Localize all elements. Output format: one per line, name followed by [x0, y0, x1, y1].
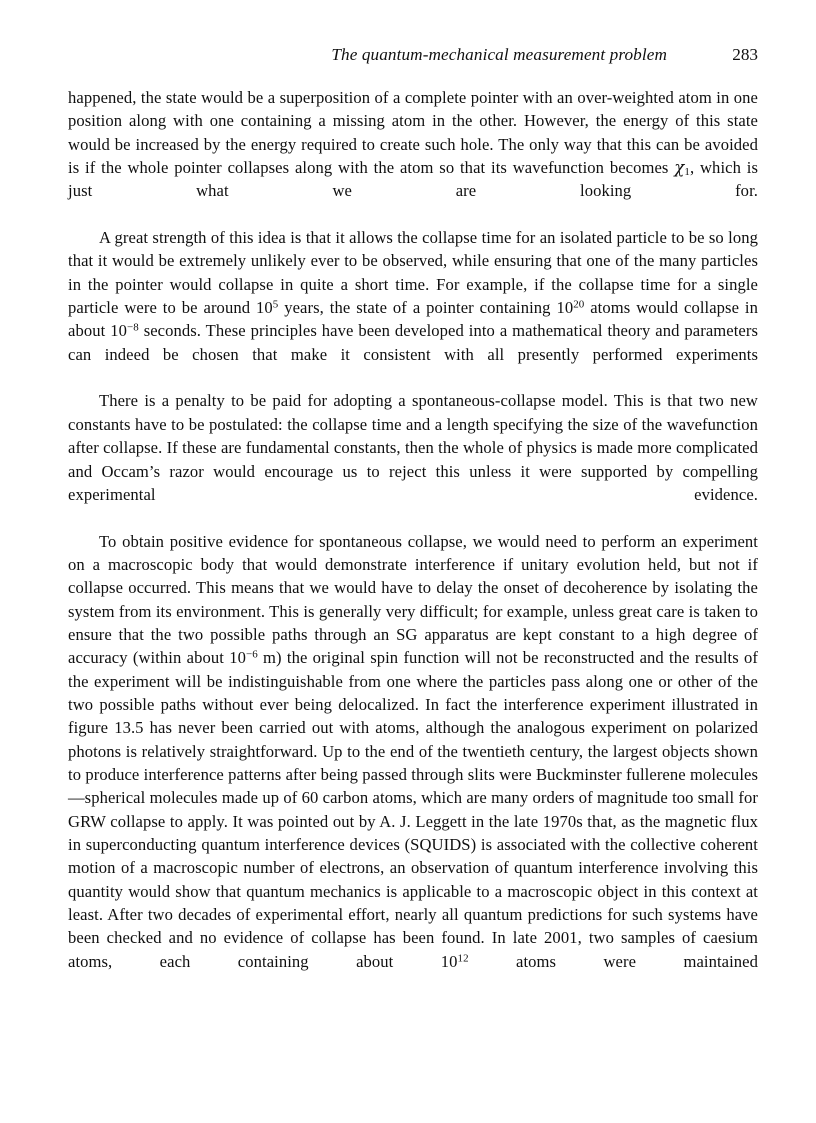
power-expression: $10^{12}$ — [440, 951, 469, 971]
paragraph-2: A great strength of this idea is that it allows the collapse time for an isolated particle to be so long that it would be extremely unlikely ever to be observed, while ensuring that one of the many particles in the pointer would collapse in quite a short time. For example, if the collapse time for a single particle were to be around $10^5$ years, the state of a pointer containing $10^{20}$ atoms would collapse in about $10^{-8}$ seconds. These principles have been developed into a mathematical theory and parameters can indeed be chosen that make it consistent with all presently performed experiments — [68, 228, 759, 364]
power-expression: $10^{20}$ — [556, 298, 585, 318]
paragraph-4: To obtain positive evidence for spontaneous collapse, we would need to perform an experiment on a macroscopic body that would demonstrate interference if unitary evolution held, but not if collapse occurred. This means that we would have to delay the onset of decoherence by isolating the system from its environment. This is generally very difficult; for example, unless great care is taken to ensure that the two possible paths through an SG apparatus are kept constant to a high degree of accuracy (within about $10^{-6}$ m) the original spin function will not be reconstructed and the results of the experiment will be indistinguishable from one where the particles pass along one or other of the two possible paths without ever being delocalized. In fact the interference experiment illustrated in figure 13.5 has never been carried out with atoms, although the analogous experiment on polarized photons is relatively straightforward. Up to the end of the twentieth century, the largest objects shown to produce interference patterns after being passed through slits were Buckminster fullerene molecules—spherical molecules made up of 60 carbon atoms, which are many orders of magnitude too small for GRW collapse to apply. It was pointed out by A. J. Leggett in the late 1970s that, as the magnetic flux in superconducting quantum interference devices (SQUIDS) is associated with the collective coherent motion of a macroscopic number of electrons, an observation of quantum interference involving this quantity would show that quantum mechanics is applicable to a macroscopic object in this context at least. After two decades of experimental effort, nearly all quantum predictions for such systems have been checked and no evidence of collapse has been found. In late 2001, two samples of caesium atoms, each containing about $10^{12}$ atoms were maintained — [68, 531, 759, 971]
running-head — [68, 45, 758, 71]
exponent: 20 — [573, 298, 585, 311]
body-text-column — [68, 86, 758, 996]
page-number: 283 — [732, 45, 758, 64]
exponent: 12 — [457, 952, 469, 965]
subscript: 1 — [684, 166, 690, 178]
exponent: −8 — [126, 321, 139, 334]
running-head-title: The quantum-mechanical measurement problem — [331, 45, 667, 64]
paragraph-3: There is a penalty to be paid for adopting a spontaneous-collapse model. This is that two new constants have to be postulated: the collapse time and a length specifying the size of the wavefunction after collapse. If these are fundamental constants, then the whole of physics is made more complicated and Occam’s razor would encourage us to reject this unless it were supported by compelling experimental evidence. — [68, 391, 758, 504]
power-expression: $10^5$ — [255, 298, 279, 318]
paragraph-1: happened, the state would be a superposition of a complete pointer with an over-weighted atom in one position along with one containing a missing atom in the other. However, the energy of this state would be increased by the energy required to create such hole. The only way that this can be avoided is if the whole pointer collapses along with the atom so that its wavefunction becomes $\chi_1$, which is just what we are looking for. — [68, 88, 758, 201]
math-symbol: $\chi_1$ — [674, 158, 690, 178]
exponent: −6 — [245, 648, 258, 661]
power-expression: $10^{-8}$ — [110, 321, 139, 341]
power-expression: $10^{-6}$ — [229, 648, 258, 668]
exponent: 5 — [272, 298, 279, 311]
